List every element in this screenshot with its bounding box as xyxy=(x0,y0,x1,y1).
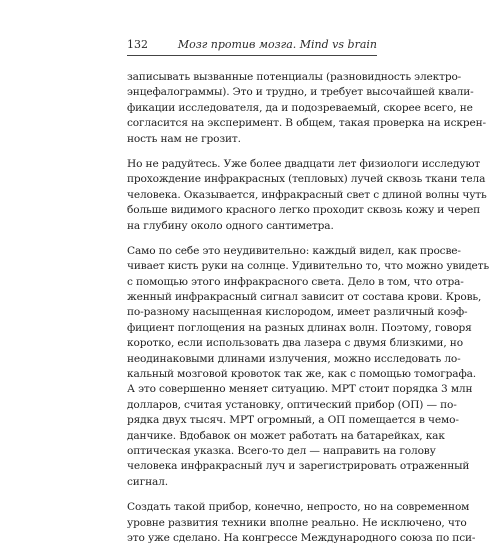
text-line: записывать вызванные потенциалы (разновидность электро- xyxy=(127,71,462,83)
text-line: Само по себе это неудивительно: каждый видел, как просве- xyxy=(127,244,461,257)
paragraph-4 xyxy=(127,500,476,546)
text-line: А это совершенно меняет ситуацию. МРТ стоит порядка 3 млн xyxy=(127,383,473,396)
text-line: энцефалограммы). Это и трудно, и требует высочайшей квали- xyxy=(127,86,474,99)
text-line: больше видимого красного легко проходит сквозь кожу и череп xyxy=(127,204,481,217)
text-line: кальный мозговой кровоток так же, как с помощью томографа. xyxy=(127,368,476,381)
page-body xyxy=(127,70,490,556)
text-line: с помощью этого инфракрасного света. Дело в том, что отра- xyxy=(127,275,464,288)
text-line: уровне развития техники вполне реально. Не исключено, что xyxy=(127,516,467,529)
page-number: 132 xyxy=(127,38,148,51)
paragraph-2 xyxy=(127,157,487,234)
text-line: рядка двух тысяч. МРТ огромный, а ОП помещается в чемо- xyxy=(127,414,459,427)
text-line: неодинаковыми длинами излучения, можно исследовать ло- xyxy=(127,352,461,365)
paragraph-1 xyxy=(127,70,486,147)
text-line: по-разному насыщенная кислородом, имеет различный коэф- xyxy=(127,306,468,319)
text-line: женный инфракрасный сигнал зависит от состава крови. Кровь, xyxy=(127,291,482,304)
text-line: человека. Оказывается, инфракрасный свет с длиной волны чуть xyxy=(127,188,487,201)
text-line: коротко, если использовать два лазера с двумя близкими, но xyxy=(127,337,463,350)
text-line: фикации исследователя, да и подозреваемый, скорее всего, не xyxy=(127,101,473,114)
text-line: прохождение инфракрасных (тепловых) лучей сквозь ткани тела xyxy=(127,173,486,186)
text-line: это уже сделано. На конгрессе Международного союза по пси- xyxy=(127,531,476,544)
text-line: данчике. Вдобавок он может работать на батарейках, как xyxy=(127,429,445,442)
text-line: оптическая указка. Всего-то дел — направить на голову xyxy=(127,444,436,457)
text-line: Но не радуйтесь. Уже более двадцати лет физиологи исследуют xyxy=(127,157,481,170)
text-line: человека инфракрасный луч и зарегистрировать отраженный xyxy=(127,460,470,473)
text-line: чивает кисть руки на солнце. Удивительно то, что можно увидеть xyxy=(127,260,490,273)
text-line: долларов, считая установку, оптический прибор (ОП) — по- xyxy=(127,398,457,411)
header-rule xyxy=(127,55,377,56)
paragraph-3 xyxy=(127,244,490,490)
text-line: фициент поглощения на разных длинах волн. Поэтому, говоря xyxy=(127,321,472,334)
running-head: Мозг против мозга. Mind vs brain xyxy=(177,38,377,51)
text-line: сигнал. xyxy=(127,475,168,488)
text-line: ность нам не грозит. xyxy=(127,132,241,145)
page-header xyxy=(127,36,377,58)
text-line: согласится на эксперимент. В общем, такая проверка на искрен- xyxy=(127,117,486,130)
text-line: на глубину около одного сантиметра. xyxy=(127,219,334,232)
text-line: Создать такой прибор, конечно, непросто, но на современном xyxy=(127,501,470,514)
